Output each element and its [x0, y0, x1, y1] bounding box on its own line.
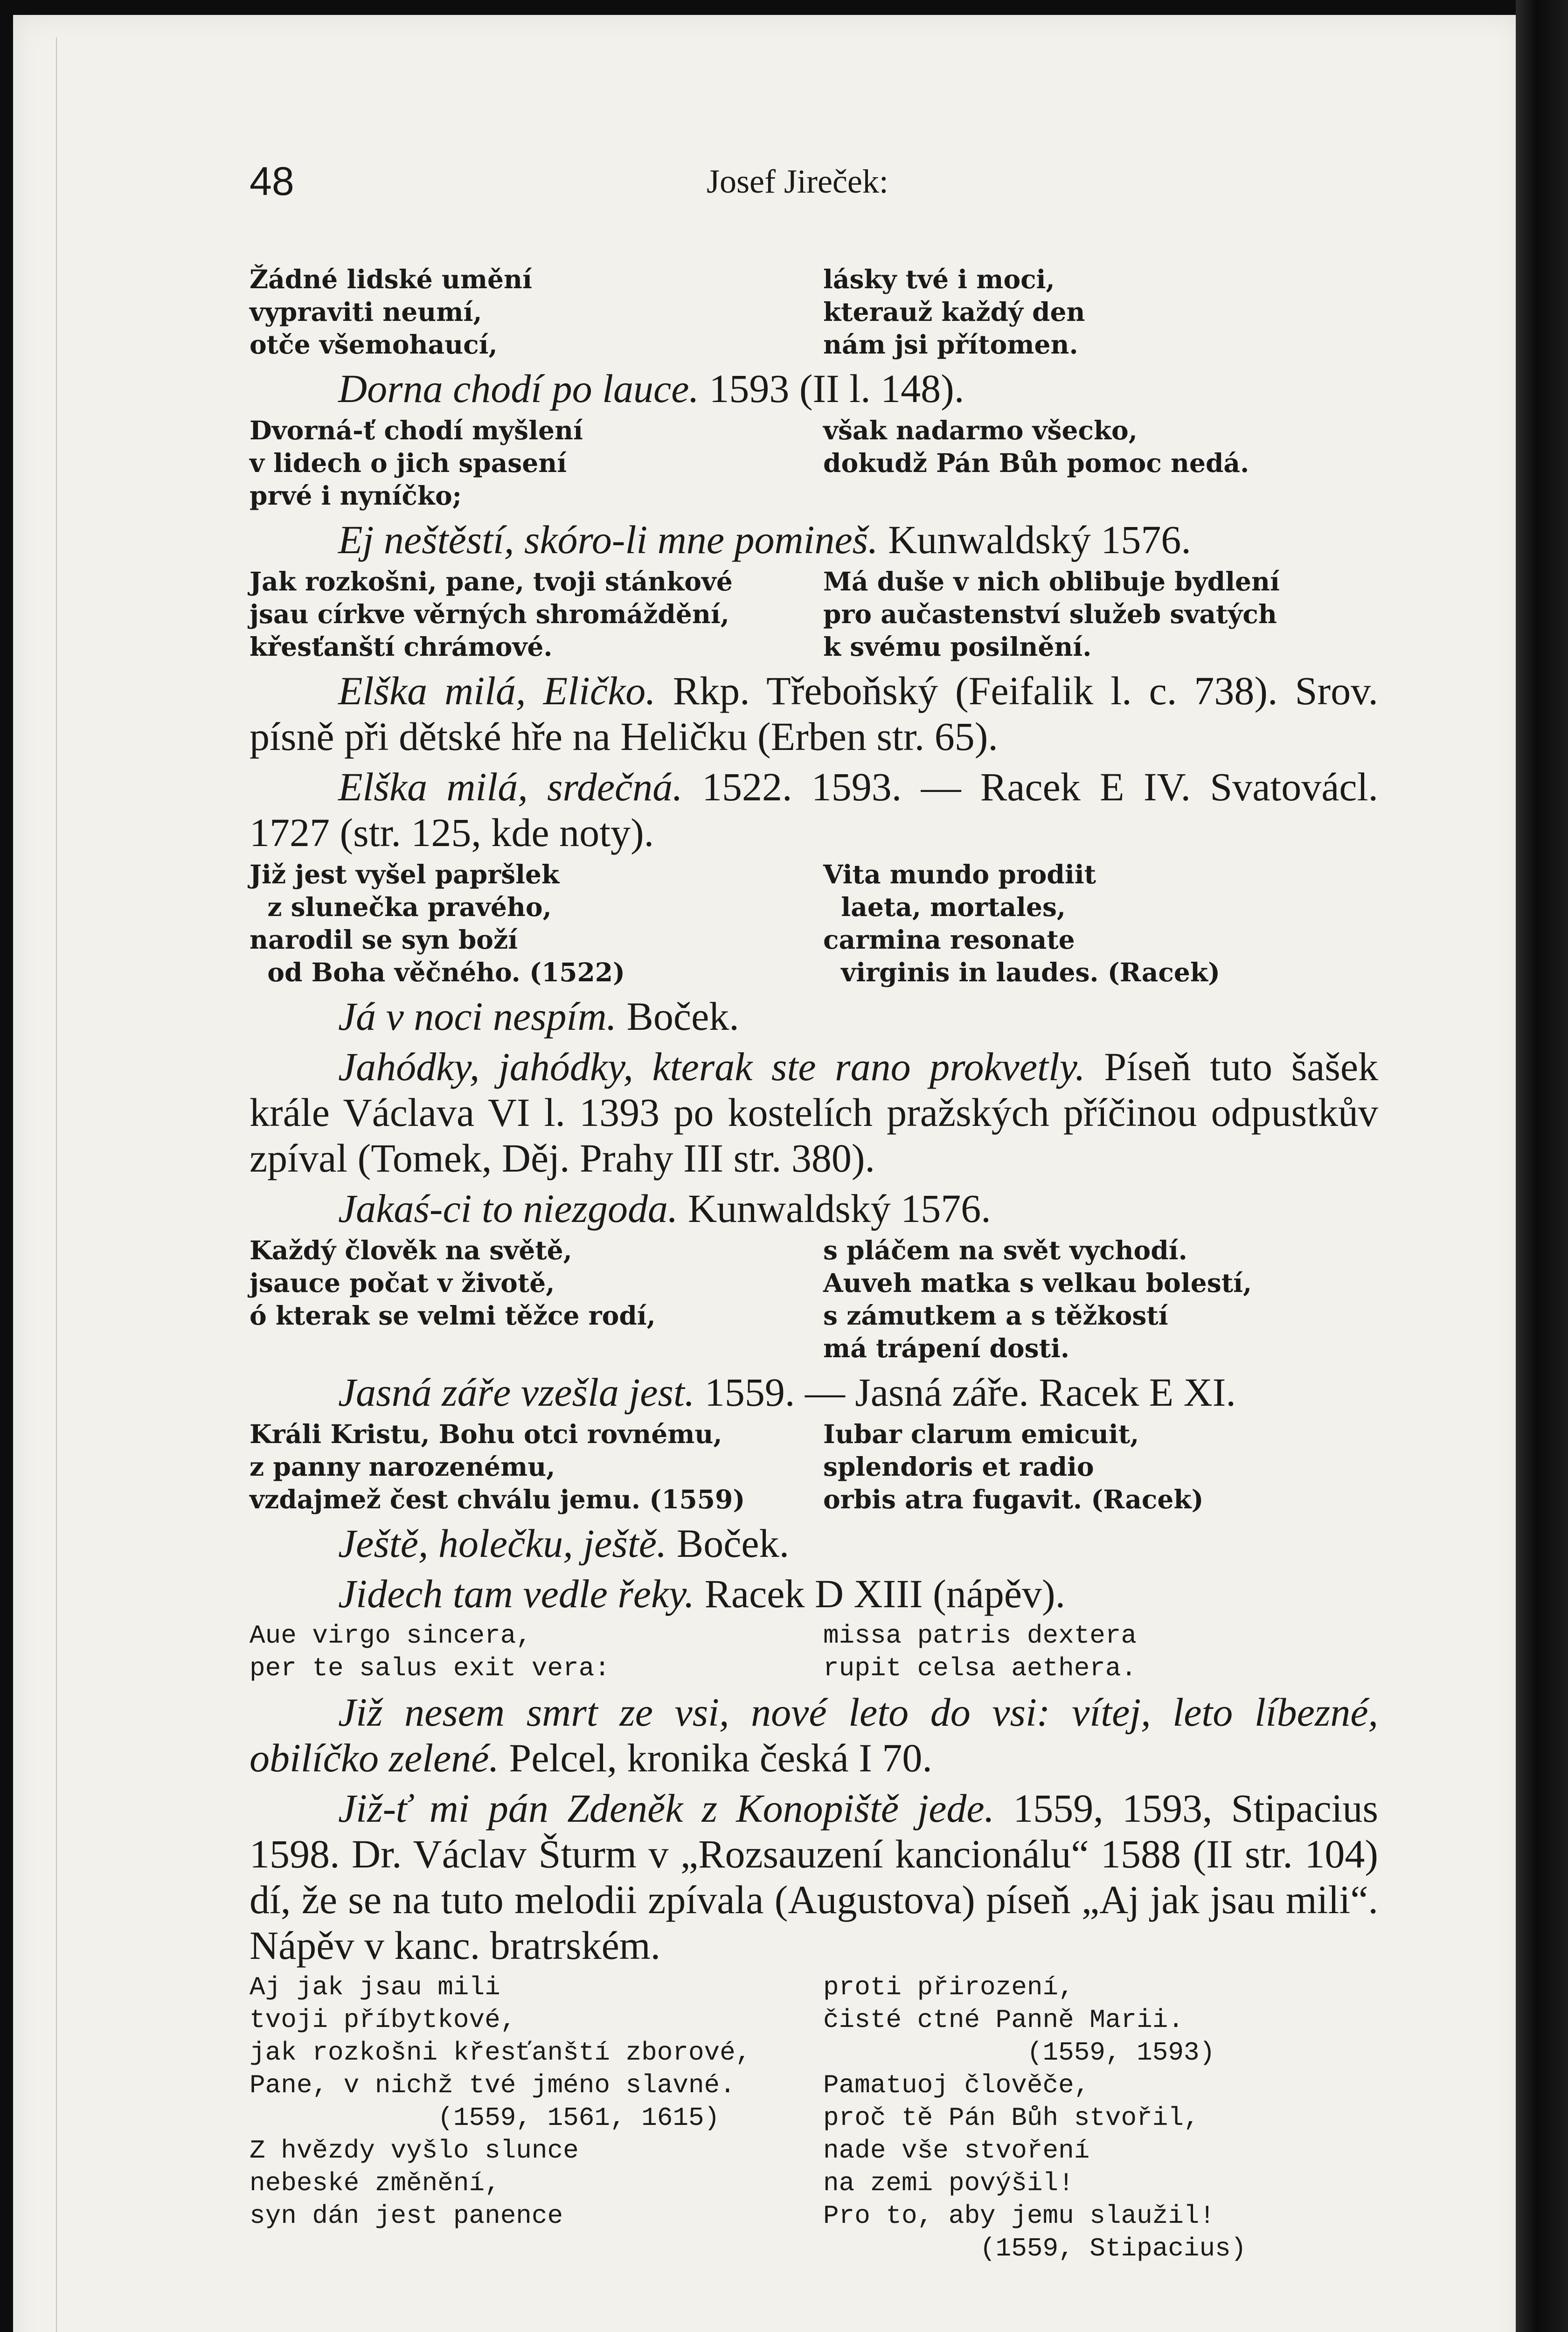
entry-title: Ej neštěstí, skóro-li mne pomineš. [338, 517, 878, 562]
verse-line: Z hvězdy vyšlo slunce [250, 2136, 579, 2165]
verse-column-left [250, 1234, 823, 1365]
page-header [250, 159, 1369, 210]
verse-line: čisté ctné Panně Marii. [823, 2005, 1184, 2035]
entry-title: Již nesem smrt ze vsi, nové leto do vsi: vítej, leto líbezné, obilíčko zelené. [250, 1690, 1378, 1780]
verse-block [250, 1418, 1378, 1516]
verse-column-left [250, 263, 823, 361]
verse-column-left [250, 1619, 823, 1685]
verse-line: vypraviti neumí, [250, 297, 482, 327]
entry-paragraph [250, 993, 1378, 1039]
entry-text: Boček. [666, 1521, 790, 1566]
verse-line: Aue virgo sincera, [250, 1621, 532, 1651]
verse-line: nebeské změnění, [250, 2168, 500, 2198]
running-title: Josef Jireček: [707, 163, 888, 200]
verse-line [823, 479, 1378, 512]
verse-line: rupit celsa aethera. [823, 1653, 1137, 1683]
verse-line: laeta, mortales, [823, 892, 1066, 922]
verse-block [250, 1971, 1378, 2265]
verse-line: nade vše stvoření [823, 2136, 1090, 2165]
verse-line: vzdajmež čest chválu jemu. (1559) [250, 1484, 745, 1514]
verse-line: k svému posilnění. [823, 632, 1092, 662]
verse-line: Žádné lidské umění [250, 264, 532, 294]
verse-line: (1559, 1593) [823, 2038, 1215, 2068]
verse-line: prvé i nyníčko; [250, 480, 462, 511]
verse-line: virginis in laudes. (Racek) [823, 957, 1220, 987]
entry-title: Dorna chodí po lauce. [338, 366, 699, 411]
entry-text: Kunwaldský 1576. [878, 517, 1191, 562]
entry-paragraph [250, 1186, 1378, 1231]
verse-line: ó kterak se velmi těžce rodí, [250, 1300, 656, 1331]
verse-line: splendoris et radio [823, 1451, 1094, 1482]
verse-line [250, 1332, 823, 1365]
entry-text: Racek D XIII (nápěv). [694, 1571, 1066, 1616]
page-body [250, 261, 1378, 2267]
entry-paragraph [250, 366, 1378, 411]
verse-line: Iubar clarum emicuit, [823, 1419, 1139, 1449]
entry-paragraph [250, 517, 1378, 562]
verse-column-right [823, 1971, 1378, 2265]
verse-line: nám jsi přítomen. [823, 329, 1078, 360]
verse-column-right [823, 414, 1378, 512]
entry-paragraph [250, 1369, 1378, 1415]
entry-text: 1522. 1593. — Racek E IV. Svatovácl. 1727 (str. 125, kde noty). [250, 764, 1378, 855]
verse-line: per te salus exit vera: [250, 1653, 610, 1683]
verse-line: pro aučastenství služeb svatých [823, 599, 1277, 629]
entry-title: Jahódky, jahódky, kterak ste rano prokvetly. [338, 1044, 1085, 1089]
verse-line: Každý člověk na světě, [250, 1235, 572, 1265]
verse-line: z panny narozenému, [250, 1451, 555, 1482]
verse-column-left [250, 565, 823, 663]
verse-line: s pláčem na svět vychodí. [823, 1235, 1187, 1265]
verse-line: Aj jak jsau mili [250, 1972, 500, 2002]
entry-title: Elška milá, Eličko. [338, 668, 656, 713]
verse-column-right [823, 858, 1378, 989]
verse-line: kterauž každý den [823, 297, 1085, 327]
verse-line: v lidech o jich spasení [250, 448, 567, 478]
entry-paragraph [250, 668, 1378, 759]
entry-paragraph [250, 1044, 1378, 1181]
entry-title: Elška milá, srdečná. [338, 764, 683, 809]
verse-line: dokudž Pán Bůh pomoc nedá. [823, 448, 1249, 478]
verse-line: jsauce počat v životě, [250, 1268, 555, 1298]
verse-line: jak rozkošni křesťanští zborové, [250, 2038, 751, 2068]
verse-line: otče všemohaucí, [250, 329, 498, 360]
entry-title: Jasná záře vzešla jest. [338, 1370, 695, 1415]
verse-line: Králi Kristu, Bohu otci rovnému, [250, 1419, 722, 1449]
entry-paragraph [250, 1520, 1378, 1566]
verse-line: však nadarmo všecko, [823, 415, 1138, 445]
verse-column-right [823, 1418, 1378, 1516]
entry-paragraph [250, 764, 1378, 855]
verse-line: má trápení dosti. [823, 1333, 1070, 1363]
verse-line: orbis atra fugavit. (Racek) [823, 1484, 1204, 1514]
entry-title: Já v noci nespím. [338, 994, 617, 1039]
verse-column-right [823, 1619, 1378, 1685]
verse-block [250, 1619, 1378, 1685]
verse-line: (1559, Stipacius) [823, 2234, 1247, 2263]
verse-column-left [250, 414, 823, 512]
entry-text: 1559, 1593, Stipacius 1598. Dr. Václav Šturm v „Rozsauzení kancionálu“ 1588 (II str. 104) dí, že se na tuto melodii zpívala (Augustova) píseň „Aj jak jsau mili“. Nápěv v kanc. bratrském. [250, 1786, 1378, 1968]
verse-line: Pamatuoj člověče, [823, 2070, 1090, 2100]
verse-line: tvoji příbytkové, [250, 2005, 516, 2035]
verse-block [250, 263, 1378, 361]
verse-line: na zemi povýšil! [823, 2168, 1074, 2198]
verse-line: křesťanští chrámové. [250, 632, 553, 662]
verse-line: missa patris dextera [823, 1621, 1137, 1651]
verse-block [250, 414, 1378, 512]
verse-block [250, 1234, 1378, 1365]
entry-text: 1593 (II l. 148). [699, 366, 964, 411]
verse-block [250, 858, 1378, 989]
entry-title: Již-ť mi pán Zdeněk z Konopiště jede. [338, 1786, 995, 1831]
entry-text: Boček. [617, 994, 739, 1039]
verse-line: lásky tvé i moci, [823, 264, 1055, 294]
verse-line: Již jest vyšel papršlek [250, 859, 560, 889]
entry-paragraph [250, 1571, 1378, 1617]
entry-text: 1559. — Jasná záře. Racek E XI. [694, 1370, 1236, 1415]
entry-title: Ještě, holečku, ještě. [338, 1521, 667, 1566]
page-number: 48 [250, 159, 294, 204]
verse-line: syn dán jest panence [250, 2201, 563, 2231]
verse-line: od Boha věčného. (1522) [250, 957, 625, 987]
entry-title: Jidech tam vedle řeky. [338, 1571, 695, 1616]
entry-text: Rkp. Třeboňský (Feifalik l. c. 738). Srov. písně při dětské hře na Heličku (Erben str. 65). [250, 668, 1378, 759]
entry-text: Pelcel, kronika česká I 70. [499, 1735, 932, 1780]
verse-line: proti přirození, [823, 1972, 1074, 2002]
verse-column-right [823, 263, 1378, 361]
entry-text: Píseň tuto šašek krále Václava VI l. 1393 po kostelích pražských příčinou odpustkův zpíval (Tomek, Děj. Prahy III str. 380). [250, 1044, 1378, 1180]
verse-line: s zámutkem a s těžkostí [823, 1300, 1168, 1331]
verse-line: Má duše v nich oblibuje bydlení [823, 566, 1280, 597]
entry-paragraph [250, 1785, 1378, 1968]
verse-line: jsau církve věrných shromáždění, [250, 599, 729, 629]
entry-text: Kunwaldský 1576. [678, 1186, 991, 1231]
verse-line: Pro to, aby jemu slaužil! [823, 2201, 1215, 2231]
verse-line: proč tě Pán Bůh stvořil, [823, 2103, 1200, 2133]
verse-line: Jak rozkošni, pane, tvoji stánkové [250, 566, 733, 597]
verse-line: (1559, 1561, 1615) [250, 2103, 720, 2133]
verse-line: Vita mundo prodiit [823, 859, 1096, 889]
verse-column-left [250, 858, 823, 989]
entry-paragraph [250, 1689, 1378, 1781]
verse-line: carmina resonate [823, 924, 1075, 955]
verse-line: Dvorná-ť chodí myšlení [250, 415, 583, 445]
verse-column-right [823, 1234, 1378, 1365]
verse-line: narodil se syn boží [250, 924, 518, 955]
entry-title: Jakaś-ci to niezgoda. [338, 1186, 678, 1231]
verse-column-left [250, 1971, 823, 2265]
verse-line: z slunečka pravého, [250, 892, 552, 922]
verse-line: Auveh matka s velkau bolestí, [823, 1268, 1252, 1298]
verse-line: Pane, v nichž tvé jméno slavné. [250, 2070, 735, 2100]
verse-block [250, 565, 1378, 663]
verse-column-right [823, 565, 1378, 663]
verse-column-left [250, 1418, 823, 1516]
